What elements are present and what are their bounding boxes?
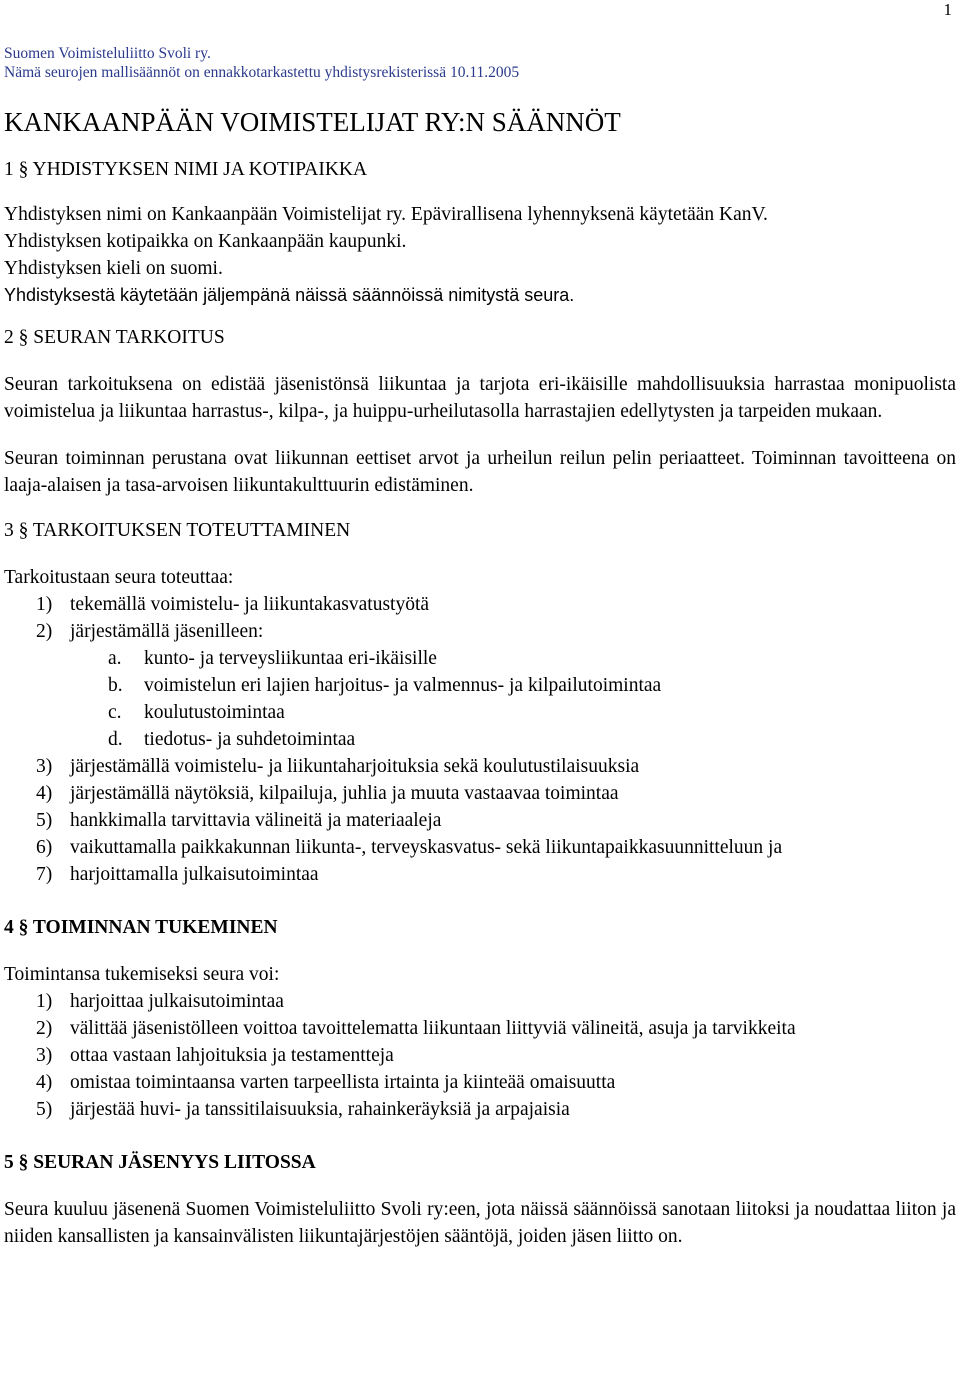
list-item: 2) järjestämällä jäsenilleen: (36, 621, 264, 642)
section-3-intro: Tarkoitustaan seura toteuttaa: (4, 567, 234, 588)
header-registration-note: Nämä seurojen mallisäännöt on ennakkotarkastettu yhdistysrekisterissä 10.11.2005 (4, 64, 520, 81)
section-1-line: Yhdistyksen kieli on suomi. (4, 258, 223, 279)
list-item: 5) järjestää huvi- ja tanssitilaisuuksia, rahainkeräyksiä ja arpajaisia (36, 1099, 570, 1120)
section-4-heading: 4 § TOIMINNAN TUKEMINEN (4, 917, 278, 938)
list-item: 2) välittää jäsenistölleen voittoa tavoittelematta liikuntaan liittyviä välineitä, asuja ja tarvikkeita (36, 1018, 796, 1039)
sub-list-item: b. voimistelun eri lajien harjoitus- ja valmennus- ja kilpailutoimintaa (108, 675, 662, 696)
section-1-line: Yhdistyksen kotipaikka on Kankaanpään kaupunki. (4, 231, 407, 252)
header-organization: Suomen Voimisteluliitto Svoli ry. (4, 45, 211, 62)
page-number: 1 (943, 0, 952, 19)
section-3-heading: 3 § TARKOITUKSEN TOTEUTTAMINEN (4, 520, 351, 541)
section-2-paragraph-1: Seuran tarkoituksena on edistää jäsenistönsä liikuntaa ja tarjota eri-ikäisille mahdollisuuksia harrastaa monipuolista voimistelua ja liikuntaa harrastus-, kilpa-, ja huippu-urheilutasolla harrastajien edellytysten ja tarpeiden mukaan. (4, 374, 956, 422)
section-3-list (4, 564, 956, 888)
list-item: 3) järjestämällä voimistelu- ja liikuntaharjoituksia sekä koulutustilaisuuksia (36, 756, 640, 777)
section-1-line: Yhdistyksen nimi on Kankaanpään Voimistelijat ry. Epävirallisena lyhennyksenä käytetään KanV. (4, 204, 768, 225)
section-1-line: Yhdistyksestä käytetään jäljempänä näissä säännöissä nimitystä seura. (4, 285, 575, 305)
section-5-heading: 5 § SEURAN JÄSENYYS LIITOSSA (4, 1152, 316, 1173)
document-title: KANKAANPÄÄN VOIMISTELIJAT RY:N SÄÄNNÖT (4, 107, 621, 137)
sub-list-item: c. koulutustoimintaa (108, 702, 285, 723)
sub-list-item: a. kunto- ja terveysliikuntaa eri-ikäisille (108, 648, 437, 669)
section-2-heading: 2 § SEURAN TARKOITUS (4, 327, 225, 348)
list-item: 1) tekemällä voimistelu- ja liikuntakasvatustyötä (36, 594, 430, 615)
section-4-list (4, 961, 956, 1123)
section-1-heading: 1 § YHDISTYKSEN NIMI JA KOTIPAIKKA (4, 159, 368, 180)
list-item: 7) harjoittamalla julkaisutoimintaa (36, 864, 319, 885)
section-2-paragraph-2: Seuran toiminnan perustana ovat liikunnan eettiset arvot ja urheilun reilun pelin periaatteet. Toiminnan tavoitteena on laaja-alaisen ja tasa-arvoisen liikuntakulttuurin edistäminen. (4, 448, 956, 496)
section-5-paragraph: Seura kuuluu jäsenenä Suomen Voimisteluliitto Svoli ry:een, jota näissä säännöissä sanotaan liitoksi ja noudattaa liiton ja niiden kansallisten ja kansainvälisten liikuntajärjestöjen sääntöjä, joiden jäsen liitto on. (4, 1199, 956, 1247)
list-item: 1) harjoittaa julkaisutoimintaa (36, 991, 284, 1012)
sub-list-item: d. tiedotus- ja suhdetoimintaa (108, 729, 356, 750)
section-4-intro: Toimintansa tukemiseksi seura voi: (4, 964, 280, 985)
document-body (4, 44, 956, 1250)
list-item: 3) ottaa vastaan lahjoituksia ja testamentteja (36, 1045, 394, 1066)
list-item: 5) hankkimalla tarvittavia välineitä ja materiaaleja (36, 810, 442, 831)
list-item: 4) järjestämällä näytöksiä, kilpailuja, juhlia ja muuta vastaavaa toimintaa (36, 783, 619, 804)
list-item: 4) omistaa toimintaansa varten tarpeellista irtainta ja kiinteää omaisuutta (36, 1072, 616, 1093)
list-item: 6) vaikuttamalla paikkakunnan liikunta-, terveyskasvatus- sekä liikuntapaikkasuunnitteluun ja (36, 837, 783, 858)
